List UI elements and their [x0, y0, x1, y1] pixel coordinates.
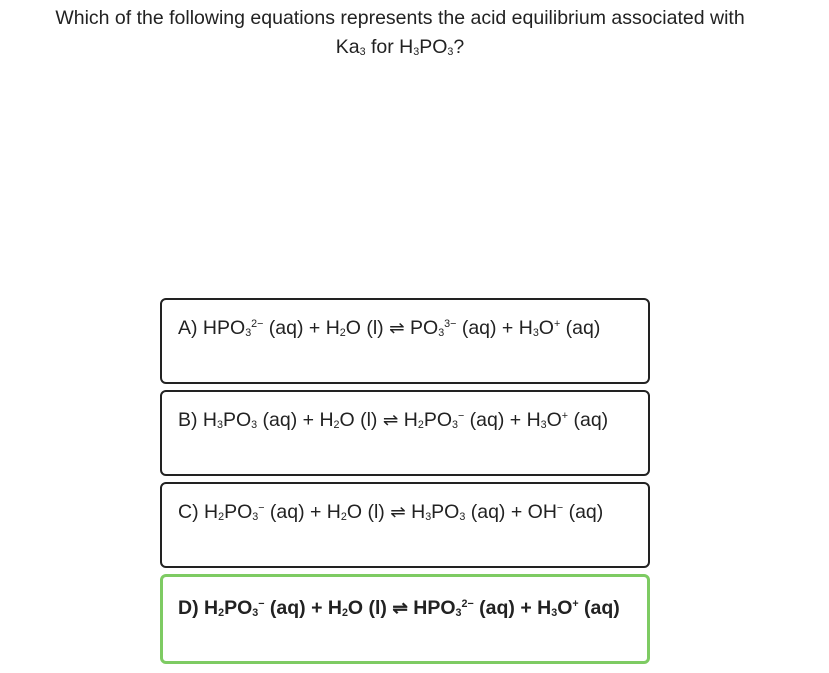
option-letter: C)	[178, 501, 199, 523]
option-equation: $H_2PO_3^-$ $(aq) + H_2O$ (l) ⇌ $HPO_3^{2-}$ $(aq) + H_3O^+$ (aq)	[204, 597, 620, 619]
option-b[interactable]	[160, 390, 650, 476]
option-equation: $HPO_3^{2-}$ $(aq) + H_2O$ (l) ⇌ $PO_3^{3-}$ $(aq) + H_3O^+$ (aq)	[202, 317, 601, 339]
option-letter: D)	[178, 597, 199, 619]
question-line-2: $Ka_3$ for $H_3PO_3$?	[335, 36, 465, 58]
option-a[interactable]	[160, 298, 650, 384]
option-letter: A)	[178, 317, 198, 339]
option-d[interactable]	[160, 574, 650, 664]
option-equation: $H_2PO_3^-$ $(aq) + H_2O$ (l) ⇌ $H_3PO_3$ (aq) + OH− (aq)	[204, 501, 604, 523]
question-text	[0, 4, 800, 62]
option-equation: $H_3PO_3$ $(aq) + H_2O$ (l) ⇌ $H_2PO_3^-$ $(aq) + H_3O^+$ (aq)	[202, 409, 609, 431]
answer-options	[160, 298, 650, 670]
option-c[interactable]	[160, 482, 650, 568]
option-letter: B)	[178, 409, 198, 431]
question-line-1: Which of the following equations represents the acid equilibrium associated with	[55, 7, 745, 29]
